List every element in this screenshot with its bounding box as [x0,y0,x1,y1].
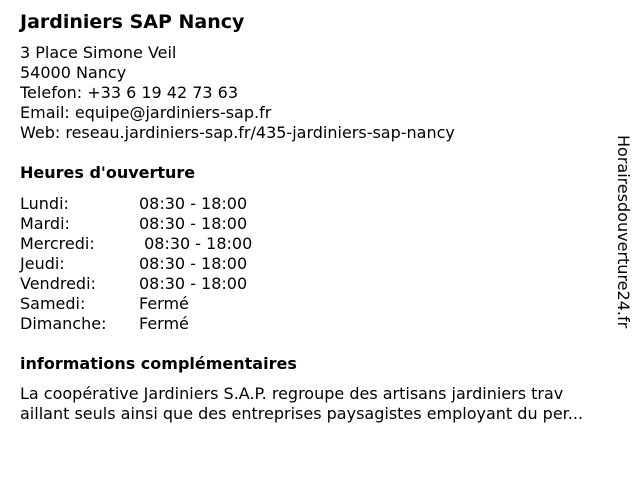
day-label: Jeudi: [20,254,65,273]
hours-row-vendredi [20,274,320,294]
time-value: Fermé [139,314,189,333]
website-url: Web: reseau.jardiniers-sap.fr/435-jardiniers-sap-nancy [20,123,455,142]
day-label: Vendredi: [20,274,96,293]
opening-hours-heading: Heures d'ouverture [20,163,196,182]
day-label: Mercredi: [20,234,95,253]
hours-row-dimanche [20,314,320,334]
hours-row-mercredi [20,234,320,254]
hours-row-mardi [20,214,320,234]
day-label: Dimanche: [20,314,107,333]
contact-block [20,43,455,143]
address-street: 3 Place Simone Veil [20,43,177,62]
time-value: 08:30 - 18:00 [139,194,248,213]
description-line-2: aillant seuls ainsi que des entreprises paysagistes employant du per... [20,404,584,423]
day-label: Samedi: [20,294,86,313]
address-city: 54000 Nancy [20,63,127,82]
day-label: Mardi: [20,214,70,233]
hours-row-jeudi [20,254,320,274]
additional-info-heading: informations complémentaires [20,354,297,373]
hours-row-lundi [20,194,320,214]
description-line-1: La coopérative Jardiniers S.A.P. regroupe des artisans jardiniers trav [20,384,564,403]
time-value: Fermé [139,294,189,313]
phone-number: Telefon: +33 6 19 42 73 63 [20,83,239,102]
business-description [20,384,635,424]
time-value: 08:30 - 18:00 [139,234,253,253]
time-value: 08:30 - 18:00 [139,274,248,293]
business-name: Jardiniers SAP Nancy [20,11,245,33]
time-value: 08:30 - 18:00 [139,214,248,233]
time-value: 08:30 - 18:00 [139,254,248,273]
email-address: Email: equipe@jardiniers-sap.fr [20,103,272,122]
hours-row-samedi [20,294,320,314]
site-watermark: Horairesdouverture24.fr [614,135,633,329]
day-label: Lundi: [20,194,69,213]
opening-hours-table [20,194,320,334]
